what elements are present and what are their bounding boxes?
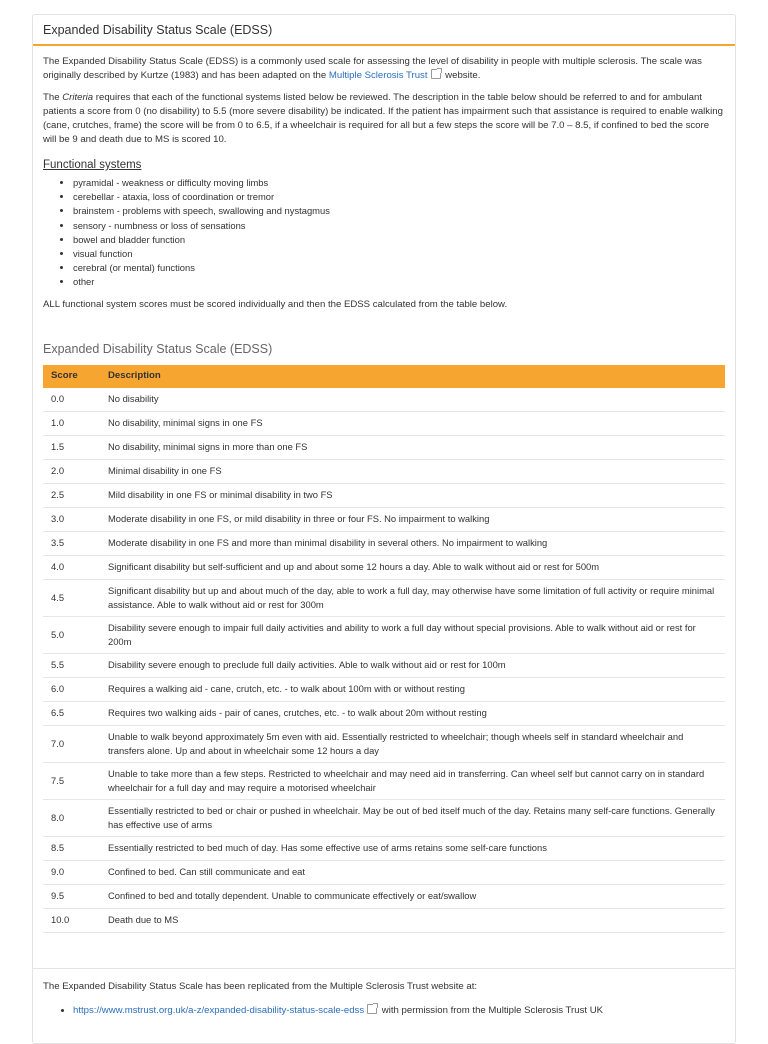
panel-title: Expanded Disability Status Scale (EDSS) [33,15,735,46]
score-cell: 6.5 [43,701,100,725]
description-cell: Moderate disability in one FS and more than minimal disability in several others. No impairment to walking [100,531,725,555]
description-cell: Confined to bed and totally dependent. Unable to communicate effectively or eat/swallow [100,884,725,908]
description-column-header: Description [100,365,725,388]
table-row [43,725,725,762]
score-cell: 3.5 [43,531,100,555]
intro-paragraph-2: The Criteria requires that each of the functional systems listed below be reviewed. The description in the table below should be referred to and for ambulant patients a score from 0 (no disability) to 5.5 (more severe disability) be indicated. If the patient has impairment such that assistance is required to enable walking (cane, crutches, frame) the score will be from 0 to 6.5, if a wheelchair is required for all but a few steps the score will be 7.0 – 8.5, if confined to bed the score will be 9 and death due to MS is scored 10. [43,92,723,145]
table-row [43,908,725,932]
table-row [43,762,725,799]
edss-panel [32,14,736,1044]
description-cell: Moderate disability in one FS, or mild disability in three or four FS. No impairment to walking [100,507,725,531]
description-cell: Unable to walk beyond approximately 5m even with aid. Essentially restricted to wheelchair; though wheels self in standard wheelchair and transfers alone. Up and about in wheelchair some 12 hours a day [100,725,725,762]
table-row [43,799,725,836]
edss-table [43,365,725,933]
table-row [43,555,725,579]
description-cell: Requires a walking aid - cane, crutch, etc. - to walk about 100m with or without resting [100,677,725,701]
score-cell: 2.0 [43,459,100,483]
table-row [43,459,725,483]
description-cell: No disability, minimal signs in one FS [100,411,725,435]
score-cell: 1.5 [43,435,100,459]
attribution-list [43,1004,725,1018]
attribution-footer [43,969,725,1018]
table-row [43,388,725,412]
table-row [43,677,725,701]
score-cell: 4.0 [43,555,100,579]
description-cell: Essentially restricted to bed much of day. Has some effective use of arms retains some self-care functions [100,836,725,860]
table-row [43,884,725,908]
score-cell: 2.5 [43,483,100,507]
external-link-icon [431,69,441,79]
table-row [43,836,725,860]
score-cell: 5.5 [43,653,100,677]
score-cell: 7.0 [43,725,100,762]
list-item: • cerebellar - ataxia, loss of coordination or tremor [73,190,725,204]
score-cell: 9.0 [43,860,100,884]
functional-systems-list [43,176,725,290]
description-cell: Death due to MS [100,908,725,932]
description-cell: Mild disability in one FS or minimal disability in two FS [100,483,725,507]
description-cell: Significant disability but self-sufficient and up and about some 12 hours a day. Able to walk without aid or rest for 500m [100,555,725,579]
score-cell: 8.5 [43,836,100,860]
functional-systems-note: ALL functional system scores must be scored individually and then the EDSS calculated from the table below. [43,298,508,310]
description-cell: Requires two walking aids - pair of canes, crutches, etc. - to walk about 20m without resting [100,701,725,725]
score-cell: 4.5 [43,579,100,616]
score-cell: 5.0 [43,616,100,653]
description-cell: Minimal disability in one FS [100,459,725,483]
score-cell: 6.0 [43,677,100,701]
description-cell: Unable to take more than a few steps. Restricted to wheelchair and may need aid in transferring. Can wheel self but cannot carry on in standard wheelchair for a full day and may require a motorised wheelchair [100,762,725,799]
table-row [43,653,725,677]
description-cell: Disability severe enough to impair full daily activities and ability to work a full day without special provisions. Able to walk without aid or rest for 200m [100,616,725,653]
table-row [43,531,725,555]
description-cell: Essentially restricted to bed or chair or pushed in wheelchair. May be out of bed itself much of the day. Retains many self-care functions. Generally has effective use of arms [100,799,725,836]
list-item: • bowel and bladder function [73,233,725,247]
table-row [43,483,725,507]
table-row [43,701,725,725]
list-item: • sensory - numbness or loss of sensations [73,219,725,233]
external-link-icon [367,1004,377,1014]
table-header-row [43,365,725,388]
score-cell: 10.0 [43,908,100,932]
intro-paragraph-1: The Expanded Disability Status Scale (EDSS) is a commonly used scale for assessing the level of disability in people with multiple sclerosis. The scale was originally described by Kurtze (1983) and has been adapted on the Multiple Sclerosis Trust website. [43,56,702,81]
attribution-text: The Expanded Disability Status Scale has been replicated from the Multiple Sclerosis Trust website at: [43,980,478,992]
description-cell: Significant disability but up and about much of the day, able to work a full day, may otherwise have some limitation of full activity or require minimal assistance. Able to walk without aid or rest for 300m [100,579,725,616]
panel-body [33,46,735,1018]
score-cell: 8.0 [43,799,100,836]
description-cell: Confined to bed. Can still communicate and eat [100,860,725,884]
table-row [43,616,725,653]
score-cell: 9.5 [43,884,100,908]
table-row [43,579,725,616]
functional-systems-title: Functional systems [43,159,142,171]
score-cell: 0.0 [43,388,100,412]
list-item: • other [73,275,725,289]
ms-trust-link[interactable]: Multiple Sclerosis Trust [328,70,428,81]
description-cell: Disability severe enough to preclude full daily activities. Able to walk without aid or rest for 100m [100,653,725,677]
table-row [43,507,725,531]
score-cell: 7.5 [43,762,100,799]
list-item: • pyramidal - weakness or difficulty moving limbs [73,176,725,190]
table-row [43,411,725,435]
table-title: Expanded Disability Status Scale (EDSS) [43,341,273,356]
score-column-header: Score [43,365,100,388]
description-cell: No disability [100,388,725,412]
score-cell: 1.0 [43,411,100,435]
score-cell: 3.0 [43,507,100,531]
list-item: • visual function [73,247,725,261]
list-item: • cerebral (or mental) functions [73,261,725,275]
description-cell: No disability, minimal signs in more than one FS [100,435,725,459]
table-row [43,860,725,884]
table-row [43,435,725,459]
list-item: • brainstem - problems with speech, swallowing and nystagmus [73,204,725,218]
ms-trust-edss-link[interactable]: https://www.mstrust.org.uk/a-z/expanded-disability-status-scale-edss [73,1004,365,1016]
list-item: • https://www.mstrust.org.uk/a-z/expanded-disability-status-scale-edss with permission from the Multiple Sclerosis Trust UK [73,1004,725,1018]
